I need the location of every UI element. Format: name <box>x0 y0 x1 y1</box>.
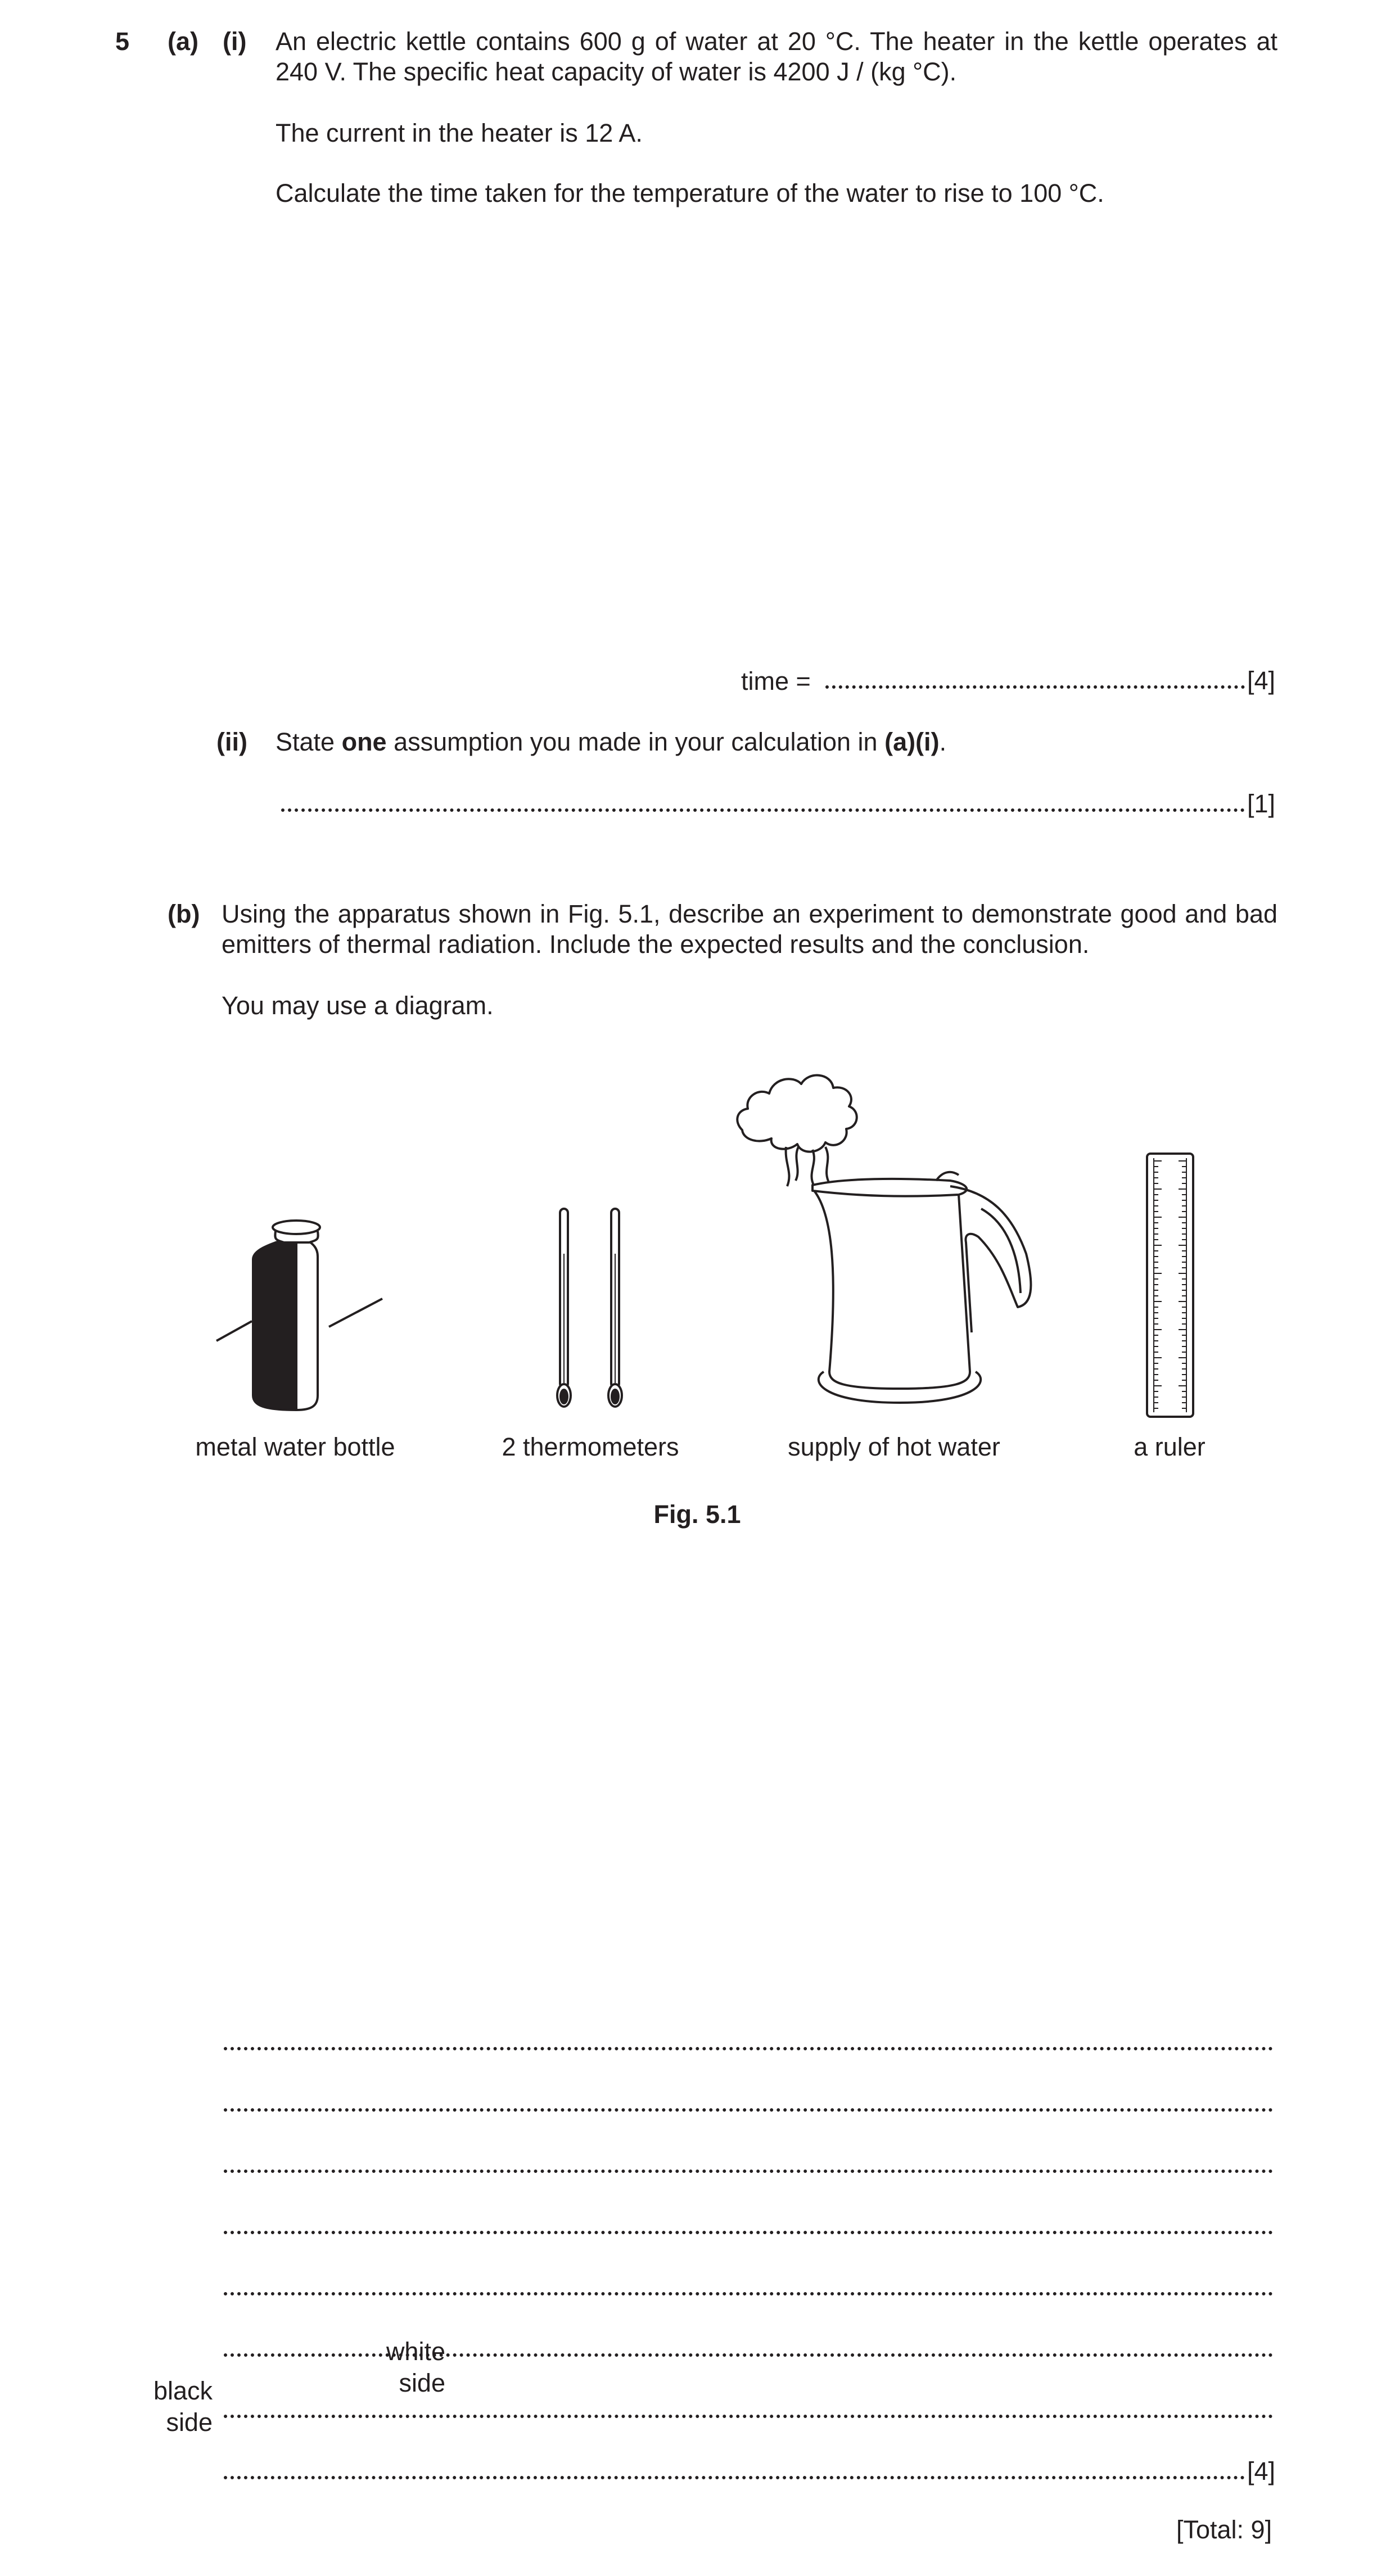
a-ii-text-pre: State <box>276 727 342 756</box>
part-a-ii-label: (ii) <box>216 727 247 756</box>
question-number: 5 <box>115 27 130 56</box>
a-ii-question <box>276 727 946 757</box>
part-b-label: (b) <box>168 900 200 928</box>
ruler-icon <box>1147 1154 1193 1417</box>
caption-hot-water: supply of hot water <box>788 1432 1000 1461</box>
part-a-label: (a) <box>168 27 198 56</box>
b-answer-line-5[interactable] <box>224 2292 1273 2295</box>
b-answer-line-8[interactable] <box>224 2476 1245 2479</box>
a-ii-text-ref: (a)(i) <box>884 727 940 756</box>
white-side-label-line-1: white <box>386 2337 445 2366</box>
apparatus-drawing <box>0 1057 1395 1535</box>
white-side-label <box>377 2336 445 2399</box>
a-i-paragraph-3: Calculate the time taken for the temperature of the water to rise to 100 °C. <box>276 179 1104 207</box>
mark-a-i: [4] <box>1247 666 1276 695</box>
a-ii-text-bold: one <box>341 727 387 756</box>
mark-b: [4] <box>1247 2457 1276 2485</box>
figure-title: Fig. 5.1 <box>653 1500 741 1529</box>
b-paragraph-1: Using the apparatus shown in Fig. 5.1, describe an experiment to demonstrate good and bad emitters of thermal radiation. Include the expected results and the conclusion. <box>222 900 1277 959</box>
white-side-label-line-2: side <box>399 2369 445 2398</box>
black-side-label <box>151 2375 213 2439</box>
caption-ruler: a ruler <box>1134 1432 1206 1461</box>
kettle-icon <box>737 1075 1031 1403</box>
a-i-paragraph-2: The current in the heater is 12 A. <box>276 119 643 147</box>
part-a-i-label: (i) <box>223 27 247 56</box>
black-side-label-line-1: black <box>153 2376 213 2405</box>
caption-thermometers: 2 thermometers <box>502 1432 679 1461</box>
b-answer-line-2[interactable] <box>224 2108 1273 2112</box>
time-label: time = <box>741 667 811 695</box>
black-side-label-line-2: side <box>166 2408 213 2437</box>
figure-5-1 <box>0 1057 1395 2437</box>
metal-water-bottle-icon <box>216 1221 382 1410</box>
a-ii-text-mid: assumption you made in your calculation in <box>386 727 885 756</box>
total-marks: [Total: 9] <box>1176 2515 1272 2544</box>
b-answer-line-4[interactable] <box>224 2231 1273 2234</box>
b-answer-line-1[interactable] <box>224 2047 1273 2050</box>
b-answer-line-6[interactable] <box>224 2353 1273 2357</box>
thermometers-icon <box>557 1209 622 1407</box>
b-answer-line-7[interactable] <box>224 2415 1273 2418</box>
mark-a-ii: [1] <box>1247 789 1276 818</box>
time-answer-line[interactable] <box>825 685 1245 689</box>
a-ii-text-end: . <box>939 727 947 756</box>
caption-metal-water-bottle: metal water bottle <box>195 1432 395 1461</box>
a-i-paragraph-1: An electric kettle contains 600 g of water at 20 °C. The heater in the kettle operates at 240 V. The specific heat capacity of water is 4200 J / (kg °C). <box>276 27 1277 86</box>
b-answer-line-3[interactable] <box>224 2170 1273 2173</box>
b-paragraph-2: You may use a diagram. <box>222 991 494 1020</box>
a-ii-answer-line[interactable] <box>281 808 1245 812</box>
